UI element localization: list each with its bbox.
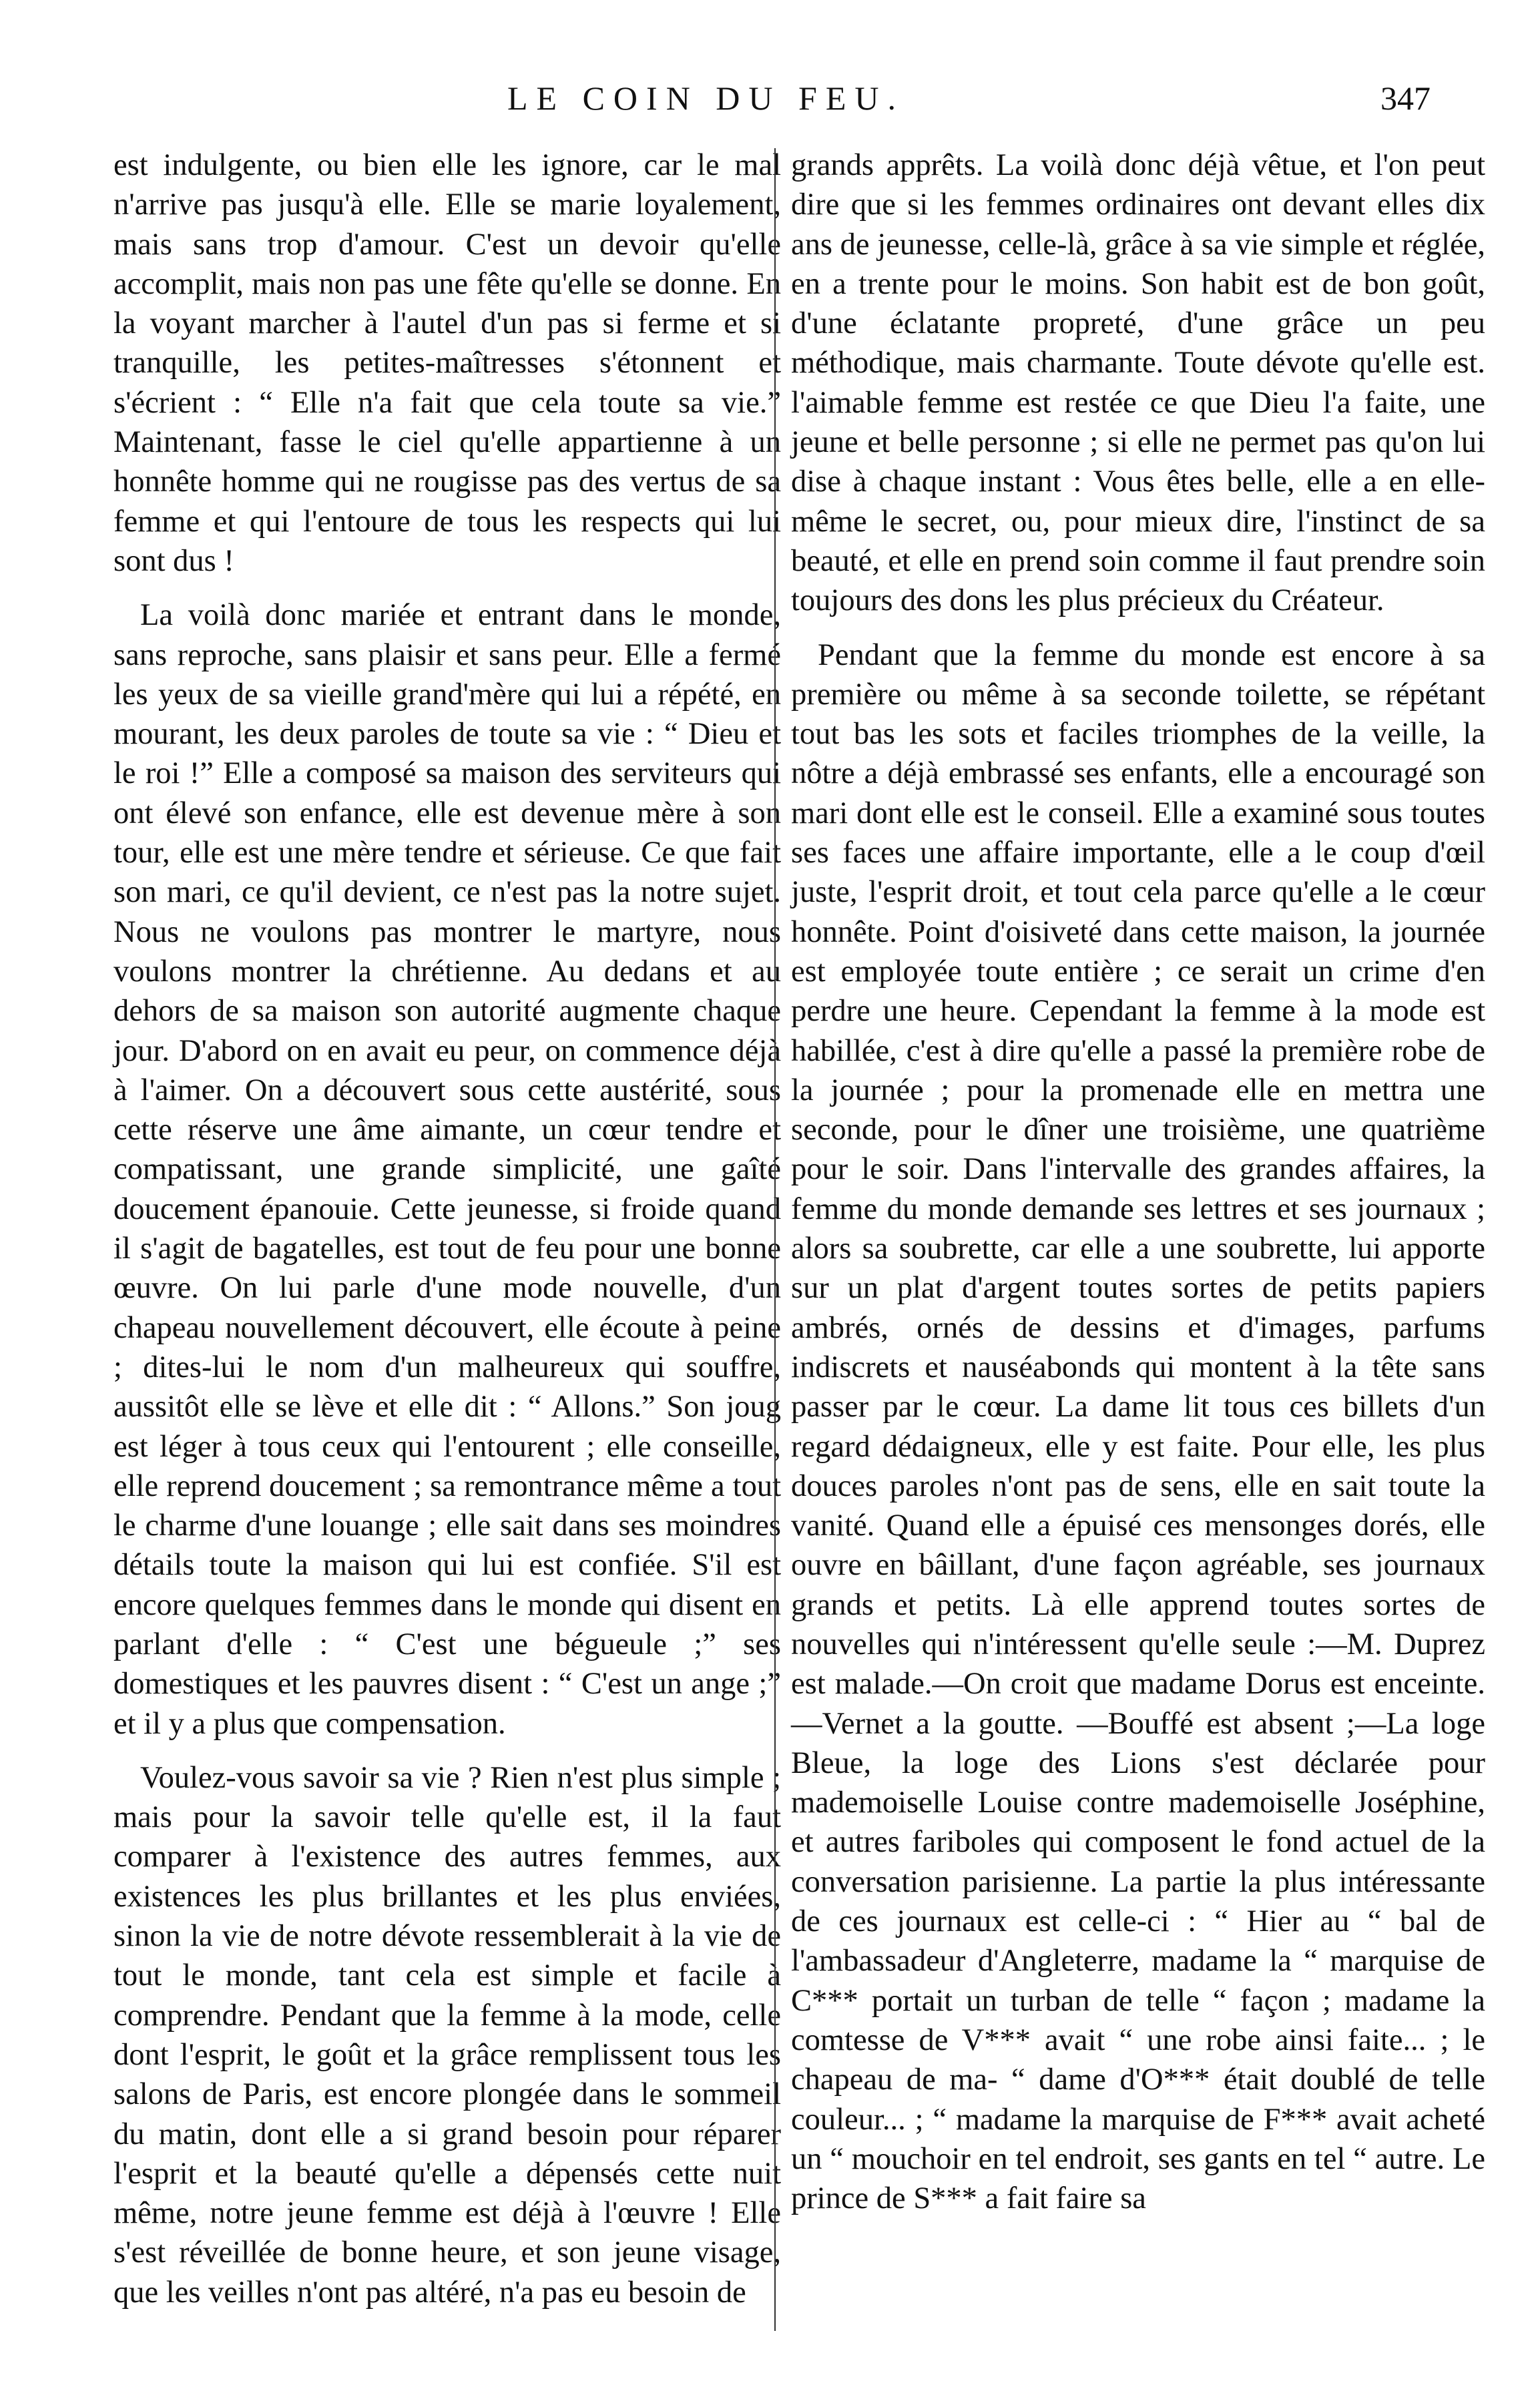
right-paragraph-2: Pendant que la femme du monde est encore à sa première ou même à sa seconde toilette, se répétant tout bas les sots et faciles triomphes de la veille, la nôtre a déjà embrassé ses enfants, elle a encouragé son mari dont elle est le conseil. Elle a examiné sous toutes ses faces une affaire importante, elle a le coup d'œil juste, l'esprit droit, et tout cela parce qu'elle a le cœur honnête. Point d'oisiveté dans cette maison, la journée est employée toute entière ; ce serait un crime d'en perdre une heure. Cependant la femme à la mode est habillée, c'est à dire qu'elle a passé la première robe de la journée ; pour la promenade elle en mettra une seconde, pour le dîner une troisième, une quatrième pour le soir. Dans l'intervalle des grandes affaires, la femme du monde demande ses lettres et ses journaux ; alors sa soubrette, car elle a une soubrette, lui apporte sur un plat d'argent toutes sortes de petits papiers ambrés, ornés de dessins et d'images, parfums indiscrets et nauséabonds qui montent à la tête sans passer par le cœur. La dame lit tous ces billets d'un regard dédaigneux, elle y est faite. Pour elle, les plus douces paroles n'ont pas de sens, elle en sait toute la vanité. Quand elle a épuisé ces mensonges dorés, elle ouvre en bâillant, d'une façon agréable, ses journaux grands et petits. Là elle apprend toutes sortes de nouvelles qui n'intéressent qu'elle seule :—M. Duprez est malade.—On croit que madame Dorus est enceinte.—Vernet a la goutte. —Bouffé est absent ;—La loge Bleue, la loge des Lions s'est déclarée pour mademoiselle Louise contre mademoiselle Joséphine, et autres fariboles qui composent le fond actuel de la conversation parisienne. La partie la plus intéressante de ces journaux est celle-ci : “ Hier au “ bal de l'ambassadeur d'Angleterre, madame la “ marquise de C*** portait un turban de telle “ façon ; madame la comtesse de V*** avait “ une robe ainsi faite... ; le chapeau de ma- “ dame d'O*** était doublé de telle couleur... ; “ madame la marquise de F*** avait acheté un “ mouchoir en tel endroit, ses gants en tel “ autre. Le prince de S*** a fait faire sa: [791, 637, 1485, 2216]
right-column: [791, 146, 1485, 2218]
left-column: [113, 146, 781, 2312]
page-number: 347: [1380, 79, 1431, 117]
running-header: [0, 79, 1540, 125]
right-paragraph-1: grands apprêts. La voilà donc déjà vêtue, et l'on peut dire que si les femmes ordinaires ont devant elles dix ans de jeunesse, celle-là, grâce à sa vie simple et réglée, en a trente pour le moins. Son habit est de bon goût, d'une éclatante propreté, d'une grâce un peu méthodique, mais charmante. Toute dévote qu'elle est. l'aimable femme est restée ce que Dieu l'a faite, une jeune et belle personne ; si elle ne permet pas qu'on lui dise à chaque instant : Vous êtes belle, elle a en elle-même le secret, ou, pour mieux dire, l'instinct de sa beauté, et elle en prend soin comme il faut prendre soin toujours des dons les plus précieux du Créateur.: [791, 148, 1485, 618]
running-title: LE COIN DU FEU.: [507, 79, 905, 117]
column-divider: [774, 148, 776, 2331]
left-paragraph-2: La voilà donc mariée et entrant dans le monde, sans reproche, sans plaisir et sans peur. Elle a fermé les yeux de sa vieille grand'mère qui lui a répété, en mourant, les deux paroles de toute sa vie : “ Dieu et le roi !” Elle a composé sa maison des serviteurs qui ont élevé son enfance, elle est devenue mère à son tour, elle est une mère tendre et sérieuse. Ce que fait son mari, ce qu'il devient, ce n'est pas la notre sujet. Nous ne voulons pas montrer le martyre, nous voulons montrer la chrétienne. Au dedans et au dehors de sa maison son autorité augmente chaque jour. D'abord on en avait eu peur, on commence déjà à l'aimer. On a découvert sous cette austérité, sous cette réserve une âme aimante, un cœur tendre et compatissant, une grande simplicité, une gaîté doucement épanouie. Cette jeunesse, si froide quand il s'agit de bagatelles, est tout de feu pour une bonne œuvre. On lui parle d'une mode nouvelle, d'un chapeau nouvellement découvert, elle écoute à peine ; dites-lui le nom d'un malheureux qui souffre, aussitôt elle se lève et elle dit : “ Allons.” Son joug est léger à tous ceux qui l'entourent ; elle conseille, elle reprend doucement ; sa remontrance même a tout le charme d'une louange ; elle sait dans ses moindres détails toute la maison qui lui est confiée. S'il est encore quelques femmes dans le monde qui disent en parlant d'elle : “ C'est une bégueule ;” ses domestiques et les pauvres disent : “ C'est un ange ;” et il y a plus que compensation.: [113, 598, 781, 1741]
left-paragraph-3: Voulez-vous savoir sa vie ? Rien n'est plus simple ; mais pour la savoir telle qu'elle est, il la faut comparer à l'existence des autres femmes, aux existences les plus brillantes et les plus enviées, sinon la vie de notre dévote ressemblerait à la vie de tout le monde, tant cela est simple et facile à comprendre. Pendant que la femme à la mode, celle dont l'esprit, le goût et la grâce remplissent tous les salons de Paris, est encore plongée dans le sommeil du matin, dont elle a si grand besoin pour réparer l'esprit et la beauté qu'elle a dépensés cette nuit même, notre jeune femme est déjà à l'œuvre ! Elle s'est réveillée de bonne heure, et son jeune visage, que les veilles n'ont pas altéré, n'a pas eu besoin de: [113, 1760, 781, 2310]
left-paragraph-1: est indulgente, ou bien elle les ignore, car le mal n'arrive pas jusqu'à elle. Elle se marie loyalement, mais sans trop d'amour. C'est un devoir qu'elle accomplit, mais non pas une fête qu'elle se donne. En la voyant marcher à l'autel d'un pas si ferme et si tranquille, les petites-maîtresses s'étonnent et s'écrient : “ Elle n'a fait que cela toute sa vie.” Maintenant, fasse le ciel qu'elle appartienne à un honnête homme qui ne rougisse pas des vertus de sa femme et qui l'entoure de tous les respects qui lui sont dus !: [113, 148, 781, 578]
